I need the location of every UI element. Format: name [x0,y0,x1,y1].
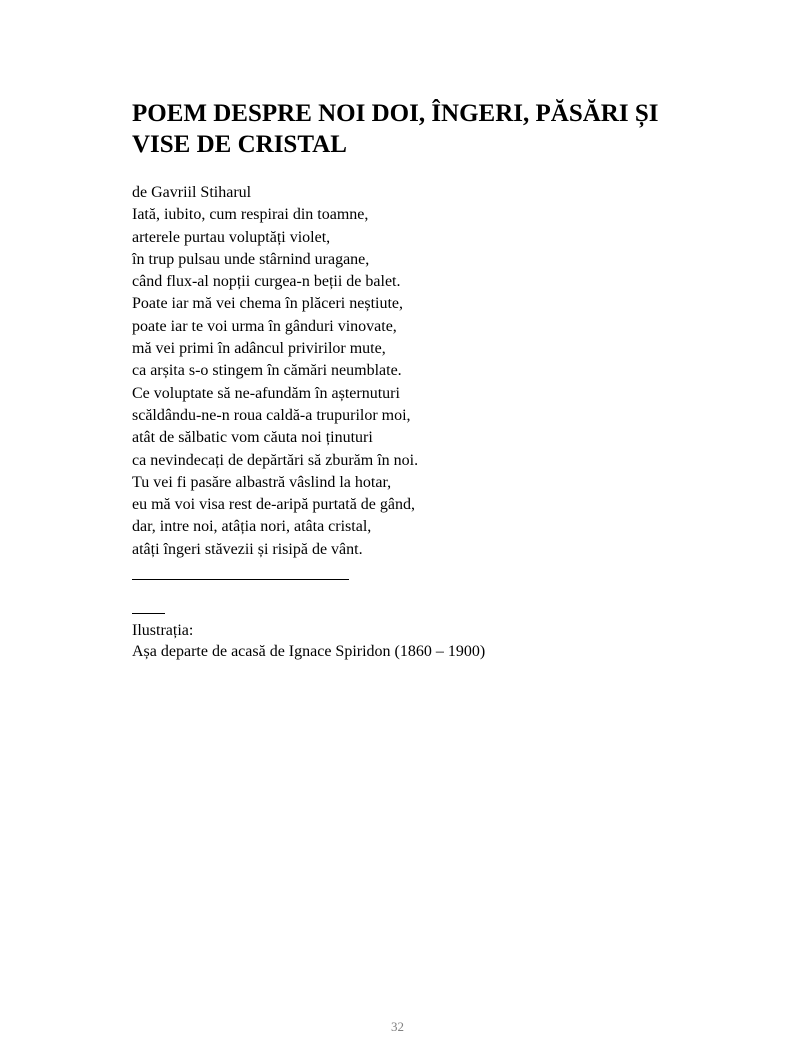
poem-line: ca arșita s-o stingem în cămări neumblate. [132,362,402,380]
poem-line: arterele purtau voluptăți violet, [132,228,331,246]
footnote-divider [132,613,165,614]
poem-line: eu mă voi visa rest de-aripă purtată de gând, [132,496,415,514]
poem-line: dar, intre noi, atâția nori, atâta cristal, [132,518,372,536]
poem-line: Iată, iubito, cum respirai din toamne, [132,206,369,224]
poem-line: atât de sălbatic vom căuta noi ținuturi [132,429,373,447]
page-number: 32 [391,1019,404,1034]
poem-line: ca nevindecați de depărtări să zburăm în noi. [132,451,419,469]
poem-end-divider [132,579,349,580]
footnote-text: Așa departe de acasă de Ignace Spiridon (1860 – 1900) [132,643,486,660]
poem-line: poate iar te voi urma în gânduri vinovate, [132,317,397,335]
poem-line: când flux-al nopții curgea-n bețiі de balet. [132,273,401,291]
poem-line: în trup pulsau unde stârnind uragane, [132,250,370,268]
poem-line: Tu vei fi pasăre albastră vâslind la hotar, [132,473,392,491]
poem-title: POEM DESPRE NOI DOI, ÎNGERI, PĂSĂRI ȘI VISE DE CRISTAL [132,100,659,158]
footnote [132,620,692,662]
author-line: de Gavriil Stiharul [132,184,252,201]
poem-line: mă vei primi în adâncul privirilor mute, [132,340,386,358]
poem-line: Poate iar mă vei chema în plăceri neștiute, [132,295,403,313]
poem-line: Ce voluptate să ne-afundăm în așternuturi [132,384,400,402]
footnote-label: Ilustrația: [132,622,194,639]
poem-line: scăldându-ne-n roua caldă-a trupurilor moi, [132,406,411,424]
poem-line: atâți îngeri stăvezii și risipă de vânt. [132,540,363,558]
poem-body [132,182,692,561]
